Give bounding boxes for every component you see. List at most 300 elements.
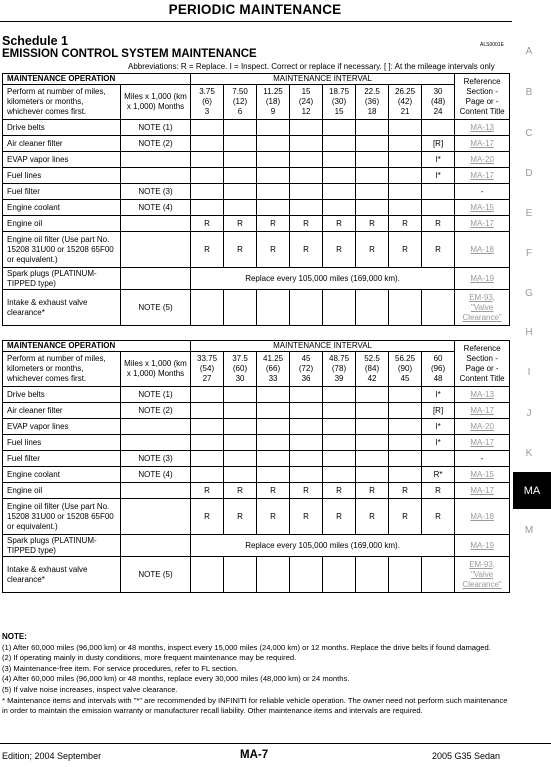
note-item: (1) After 60,000 miles (96,000 km) or 48 months, inspect every 15,000 miles (24,000 km) or 12 months. Replace the drive belts if found damaged. — [2, 642, 491, 652]
interval-cell — [323, 467, 356, 483]
interval-cell — [290, 168, 323, 184]
interval-km: (78) — [331, 364, 347, 373]
interval-months: 9 — [270, 107, 276, 116]
interval-miles: 18.75 — [329, 87, 350, 96]
operation-name: Engine coolant — [3, 200, 121, 216]
interval-cell — [290, 435, 323, 451]
interval-cell — [422, 120, 455, 136]
interval-cell: R — [257, 216, 290, 232]
interval-cell — [290, 403, 323, 419]
reference-link[interactable]: MA-17 — [455, 216, 510, 232]
interval-cell: R — [389, 483, 422, 499]
perform-at-text: Perform at number of miles, kilometers or months, whichever comes first. — [3, 85, 121, 120]
interval-cell — [290, 184, 323, 200]
interval-km: (84) — [364, 364, 380, 373]
interval-cell — [422, 290, 455, 326]
interval-cell — [224, 290, 257, 326]
interval-miles: 33.75 — [197, 354, 218, 363]
notes-block — [2, 632, 510, 717]
interval-miles: 52.5 — [364, 354, 380, 363]
interval-cell — [389, 387, 422, 403]
side-tab-letter[interactable]: C — [525, 128, 533, 139]
interval-column-header — [356, 85, 389, 120]
interval-miles: 15 — [301, 87, 311, 96]
table-row — [3, 168, 510, 184]
side-tab-letter[interactable]: E — [525, 208, 533, 219]
operation-note — [121, 535, 191, 557]
interval-cell — [356, 387, 389, 403]
section-title: EMISSION CONTROL SYSTEM MAINTENANCE — [2, 48, 257, 60]
operation-name: Engine coolant — [3, 467, 121, 483]
interval-column-header — [290, 352, 323, 387]
interval-column-header — [257, 85, 290, 120]
header-rule — [0, 21, 512, 22]
interval-miles: 37.5 — [232, 354, 248, 363]
interval-column-header — [389, 352, 422, 387]
interval-cell — [389, 419, 422, 435]
interval-cell — [323, 435, 356, 451]
interval-months: 45 — [400, 374, 410, 383]
interval-cell: R — [389, 232, 422, 268]
interval-cell — [356, 184, 389, 200]
interval-months: 48 — [433, 374, 443, 383]
interval-months: 12 — [301, 107, 311, 116]
table-row — [3, 419, 510, 435]
interval-cell — [323, 451, 356, 467]
interval-cell: I* — [422, 435, 455, 451]
reference-link[interactable]: EM-93, "Valve Clearance" — [455, 557, 510, 593]
interval-cell — [290, 120, 323, 136]
reference-link[interactable]: MA-15 — [455, 467, 510, 483]
table-row — [3, 268, 510, 290]
interval-cell — [257, 403, 290, 419]
interval-cell: R — [422, 232, 455, 268]
interval-cell — [224, 152, 257, 168]
interval-cell — [191, 451, 224, 467]
operation-name: Intake & exhaust valve clearance* — [3, 290, 121, 326]
table-row — [3, 467, 510, 483]
interval-header: MAINTENANCE INTERVAL — [191, 341, 455, 352]
interval-cell — [257, 451, 290, 467]
interval-cell — [257, 136, 290, 152]
operation-name: Air cleaner filter — [3, 403, 121, 419]
interval-cell — [323, 419, 356, 435]
footer-edition: Edition; 2004 September — [2, 751, 102, 761]
interval-km: (90) — [397, 364, 413, 373]
reference-link[interactable]: MA-17 — [455, 435, 510, 451]
interval-cell — [257, 557, 290, 593]
interval-km: (42) — [397, 97, 413, 106]
table-row — [3, 535, 510, 557]
interval-cell — [191, 120, 224, 136]
interval-cell — [422, 451, 455, 467]
interval-cell: R — [257, 499, 290, 535]
interval-cell — [323, 387, 356, 403]
interval-cell: I* — [422, 152, 455, 168]
interval-miles: 60 — [433, 354, 443, 363]
reference-link[interactable]: MA-20 — [455, 419, 510, 435]
operation-note: NOTE (1) — [121, 120, 191, 136]
interval-cell — [191, 387, 224, 403]
interval-cell: R — [356, 232, 389, 268]
interval-cell — [290, 467, 323, 483]
interval-cell: I* — [422, 168, 455, 184]
reference-link[interactable]: MA-17 — [455, 483, 510, 499]
interval-cell — [389, 451, 422, 467]
operation-name: Spark plugs (PLATINUM-TIPPED type) — [3, 268, 121, 290]
interval-cell — [356, 403, 389, 419]
operation-name: Engine oil — [3, 216, 121, 232]
interval-cell — [356, 451, 389, 467]
interval-cell — [389, 200, 422, 216]
interval-cell — [224, 419, 257, 435]
interval-units-text: Miles x 1,000 (km x 1,000) Months — [121, 352, 191, 387]
interval-column-header — [257, 352, 290, 387]
interval-cell — [290, 419, 323, 435]
table-row — [3, 290, 510, 326]
interval-miles: 48.75 — [329, 354, 350, 363]
interval-cell — [191, 419, 224, 435]
reference-link[interactable]: MA-19 — [455, 268, 510, 290]
reference-header: Reference Section - Page or - Content Title — [455, 341, 510, 387]
interval-km: (36) — [364, 97, 380, 106]
operation-note: NOTE (3) — [121, 451, 191, 467]
interval-cell — [224, 136, 257, 152]
interval-cell — [257, 290, 290, 326]
reference-text: - — [455, 184, 510, 200]
interval-km: (96) — [430, 364, 446, 373]
operation-note — [121, 435, 191, 451]
interval-column-header — [323, 352, 356, 387]
interval-column-header — [422, 85, 455, 120]
side-tab-letter[interactable]: H — [525, 327, 533, 338]
interval-cell — [191, 467, 224, 483]
interval-cell — [356, 152, 389, 168]
interval-column-header — [191, 352, 224, 387]
interval-column-header — [191, 85, 224, 120]
interval-cell — [257, 168, 290, 184]
interval-km: (12) — [232, 97, 248, 106]
reference-link[interactable]: MA-18 — [455, 499, 510, 535]
operation-name: Fuel filter — [3, 184, 121, 200]
reference-link[interactable]: MA-19 — [455, 535, 510, 557]
interval-cell — [356, 435, 389, 451]
interval-cell — [389, 152, 422, 168]
notes-heading: NOTE: — [2, 632, 27, 641]
interval-cell — [323, 184, 356, 200]
side-tab-letter[interactable]: B — [525, 87, 533, 98]
interval-months: 24 — [433, 107, 443, 116]
reference-link[interactable]: MA-20 — [455, 152, 510, 168]
interval-cell: R — [422, 483, 455, 499]
operation-note — [121, 152, 191, 168]
interval-cell: R — [191, 216, 224, 232]
interval-cell — [389, 168, 422, 184]
interval-cell — [356, 200, 389, 216]
interval-cell — [356, 467, 389, 483]
interval-units-text: Miles x 1,000 (km x 1,000) Months — [121, 85, 191, 120]
interval-span-text: Replace every 105,000 miles (169,000 km). — [191, 268, 455, 290]
interval-cell — [290, 290, 323, 326]
operation-note — [121, 419, 191, 435]
interval-cell: R — [290, 483, 323, 499]
interval-cell — [224, 200, 257, 216]
table-row — [3, 152, 510, 168]
interval-miles: 11.25 — [263, 87, 283, 96]
interval-cell — [389, 403, 422, 419]
operation-note — [121, 232, 191, 268]
interval-cell — [224, 387, 257, 403]
side-tab-letter[interactable]: I — [527, 367, 531, 378]
interval-months: 21 — [400, 107, 410, 116]
operation-name: EVAP vapor lines — [3, 152, 121, 168]
table-row — [3, 435, 510, 451]
maintenance-table-1 — [2, 73, 510, 326]
interval-cell — [257, 152, 290, 168]
interval-column-header — [422, 352, 455, 387]
interval-cell — [323, 120, 356, 136]
interval-miles: 41.25 — [263, 354, 284, 363]
operation-note: NOTE (2) — [121, 403, 191, 419]
interval-months: 39 — [334, 374, 344, 383]
reference-link[interactable]: MA-13 — [455, 120, 510, 136]
interval-months: 33 — [268, 374, 278, 383]
reference-link[interactable]: MA-17 — [455, 403, 510, 419]
operation-note — [121, 216, 191, 232]
operation-name: Fuel lines — [3, 168, 121, 184]
interval-cell — [191, 435, 224, 451]
operation-name: Air cleaner filter — [3, 136, 121, 152]
table-row — [3, 403, 510, 419]
interval-cell — [323, 557, 356, 593]
interval-cell: I* — [422, 387, 455, 403]
table-row — [3, 499, 510, 535]
interval-miles: 45 — [301, 354, 311, 363]
interval-cell: R — [257, 232, 290, 268]
interval-cell — [290, 152, 323, 168]
table-row — [3, 451, 510, 467]
operation-note: NOTE (1) — [121, 387, 191, 403]
interval-miles: 3.75 — [199, 87, 215, 96]
interval-cell: R — [224, 216, 257, 232]
side-tab-letter[interactable]: F — [525, 248, 533, 259]
interval-cell: [R] — [422, 403, 455, 419]
interval-cell — [356, 419, 389, 435]
interval-miles: 7.50 — [232, 87, 248, 96]
interval-cell: I* — [422, 419, 455, 435]
interval-cell — [191, 403, 224, 419]
interval-cell: R — [356, 499, 389, 535]
side-tab-letter[interactable]: A — [525, 46, 533, 57]
interval-cell — [356, 136, 389, 152]
interval-column-header — [356, 352, 389, 387]
note-item: (3) Maintenance-free item. For service procedures, refer to FL section. — [2, 663, 239, 673]
side-tab-letter[interactable]: M — [524, 525, 534, 536]
interval-cell: R — [422, 216, 455, 232]
table-row — [3, 387, 510, 403]
operation-note — [121, 499, 191, 535]
interval-km: (18) — [265, 97, 281, 106]
interval-cell — [257, 200, 290, 216]
operation-name: Engine oil filter (Use part No. 15208 31U00 or 15208 65F00 or equivalent.) — [3, 499, 121, 535]
interval-months: 6 — [237, 107, 243, 116]
interval-km: (66) — [265, 364, 281, 373]
interval-cell — [257, 435, 290, 451]
interval-cell: R — [389, 499, 422, 535]
operation-note — [121, 268, 191, 290]
interval-miles: 30 — [433, 87, 443, 96]
interval-cell — [191, 557, 224, 593]
maintenance-table-2 — [2, 340, 510, 593]
interval-cell: R — [290, 232, 323, 268]
footer-rule — [0, 743, 551, 744]
interval-km: (30) — [331, 97, 347, 106]
interval-cell — [389, 435, 422, 451]
interval-cell — [422, 557, 455, 593]
reference-link[interactable]: MA-17 — [455, 136, 510, 152]
table-row — [3, 557, 510, 593]
interval-cell — [191, 168, 224, 184]
operation-name: Spark plugs (PLATINUM-TIPPED type) — [3, 535, 121, 557]
interval-months: 42 — [367, 374, 377, 383]
operation-note: NOTE (5) — [121, 557, 191, 593]
operation-note: NOTE (3) — [121, 184, 191, 200]
interval-cell — [290, 387, 323, 403]
operation-name: Engine oil filter (Use part No. 15208 31U00 or 15208 65F00 or equivalent.) — [3, 232, 121, 268]
interval-months: 30 — [235, 374, 245, 383]
interval-cell — [224, 557, 257, 593]
interval-cell — [389, 467, 422, 483]
interval-span-text: Replace every 105,000 miles (169,000 km). — [191, 535, 455, 557]
interval-cell — [356, 120, 389, 136]
operation-name: Intake & exhaust valve clearance* — [3, 557, 121, 593]
interval-miles: 26.25 — [395, 87, 416, 96]
side-tab-letter[interactable]: K — [525, 448, 533, 459]
operation-name: Fuel filter — [3, 451, 121, 467]
side-tab-current[interactable]: MA — [513, 472, 551, 509]
reference-text: - — [455, 451, 510, 467]
interval-cell — [290, 200, 323, 216]
interval-cell — [224, 403, 257, 419]
interval-cell — [323, 136, 356, 152]
interval-header: MAINTENANCE INTERVAL — [191, 74, 455, 85]
operation-note: NOTE (4) — [121, 200, 191, 216]
interval-cell — [257, 120, 290, 136]
interval-km: (72) — [298, 364, 314, 373]
note-item: (4) After 60,000 miles (96,000 km) or 48 months, replace every 30,000 miles (48,000 km) or 24 months. — [2, 674, 350, 684]
interval-cell: R — [356, 216, 389, 232]
interval-cell — [323, 200, 356, 216]
reference-link[interactable]: MA-13 — [455, 387, 510, 403]
interval-cell: [R] — [422, 136, 455, 152]
table-row — [3, 136, 510, 152]
interval-cell: R — [290, 499, 323, 535]
abbreviations-line: Abbreviations: R = Replace. I = Inspect. Correct or replace if necessary. [ ]: At the mileage intervals only — [128, 62, 495, 71]
interval-cell — [389, 120, 422, 136]
interval-cell — [323, 403, 356, 419]
operation-note: NOTE (2) — [121, 136, 191, 152]
interval-months: 3 — [204, 107, 210, 116]
interval-km: (6) — [202, 97, 212, 106]
reference-link[interactable]: MA-17 — [455, 168, 510, 184]
interval-column-header — [323, 85, 356, 120]
interval-column-header — [224, 352, 257, 387]
table-row — [3, 184, 510, 200]
interval-cell — [224, 184, 257, 200]
note-item: (5) If valve noise increases, inspect valve clearance. — [2, 684, 178, 694]
reference-link[interactable]: EM-93, "Valve Clearance" — [455, 290, 510, 326]
interval-cell: R — [191, 232, 224, 268]
note-item: (2) If operating mainly in dusty conditions, more frequent maintenance may be required. — [2, 653, 297, 663]
page-title: PERIODIC MAINTENANCE — [168, 2, 342, 17]
footer-page-number: MA-7 — [240, 749, 269, 761]
interval-cell — [389, 557, 422, 593]
interval-cell — [422, 200, 455, 216]
interval-cell — [323, 290, 356, 326]
interval-cell — [257, 387, 290, 403]
interval-km: (60) — [232, 364, 248, 373]
interval-cell — [224, 435, 257, 451]
interval-cell — [356, 557, 389, 593]
footer-model: 2005 G35 Sedan — [432, 751, 501, 761]
section-code: ALS0001E — [480, 42, 504, 48]
side-tab-letter[interactable]: G — [525, 288, 533, 299]
interval-cell — [389, 136, 422, 152]
interval-cell: R — [323, 483, 356, 499]
interval-column-header — [290, 85, 323, 120]
operation-header: MAINTENANCE OPERATION — [3, 74, 191, 85]
interval-cell — [257, 184, 290, 200]
reference-header: Reference Section - Page or - Content Title — [455, 74, 510, 120]
interval-cell: R — [389, 216, 422, 232]
operation-name: EVAP vapor lines — [3, 419, 121, 435]
interval-km: (24) — [298, 97, 314, 106]
interval-miles: 56.25 — [395, 354, 416, 363]
interval-cell: R — [323, 499, 356, 535]
interval-cell — [224, 120, 257, 136]
interval-cell: R — [323, 216, 356, 232]
reference-link[interactable]: MA-15 — [455, 200, 510, 216]
interval-cell — [323, 152, 356, 168]
interval-cell — [191, 152, 224, 168]
operation-name: Engine oil — [3, 483, 121, 499]
interval-cell — [356, 168, 389, 184]
interval-cell — [290, 136, 323, 152]
interval-months: 18 — [367, 107, 377, 116]
interval-cell — [389, 290, 422, 326]
interval-miles: 22.5 — [364, 87, 380, 96]
operation-name: Drive belts — [3, 387, 121, 403]
operation-header: MAINTENANCE OPERATION — [3, 341, 191, 352]
interval-cell — [224, 467, 257, 483]
reference-link[interactable]: MA-18 — [455, 232, 510, 268]
side-tab-letter[interactable]: D — [525, 168, 533, 179]
operation-note: NOTE (4) — [121, 467, 191, 483]
interval-months: 15 — [334, 107, 344, 116]
table-row — [3, 200, 510, 216]
operation-name: Fuel lines — [3, 435, 121, 451]
interval-cell: R — [191, 499, 224, 535]
interval-cell — [257, 419, 290, 435]
interval-cell — [191, 290, 224, 326]
interval-cell — [389, 184, 422, 200]
table-row — [3, 216, 510, 232]
interval-cell: R — [191, 483, 224, 499]
interval-cell — [323, 168, 356, 184]
operation-name: Drive belts — [3, 120, 121, 136]
interval-cell — [191, 200, 224, 216]
side-tab-letter[interactable]: J — [526, 408, 532, 419]
